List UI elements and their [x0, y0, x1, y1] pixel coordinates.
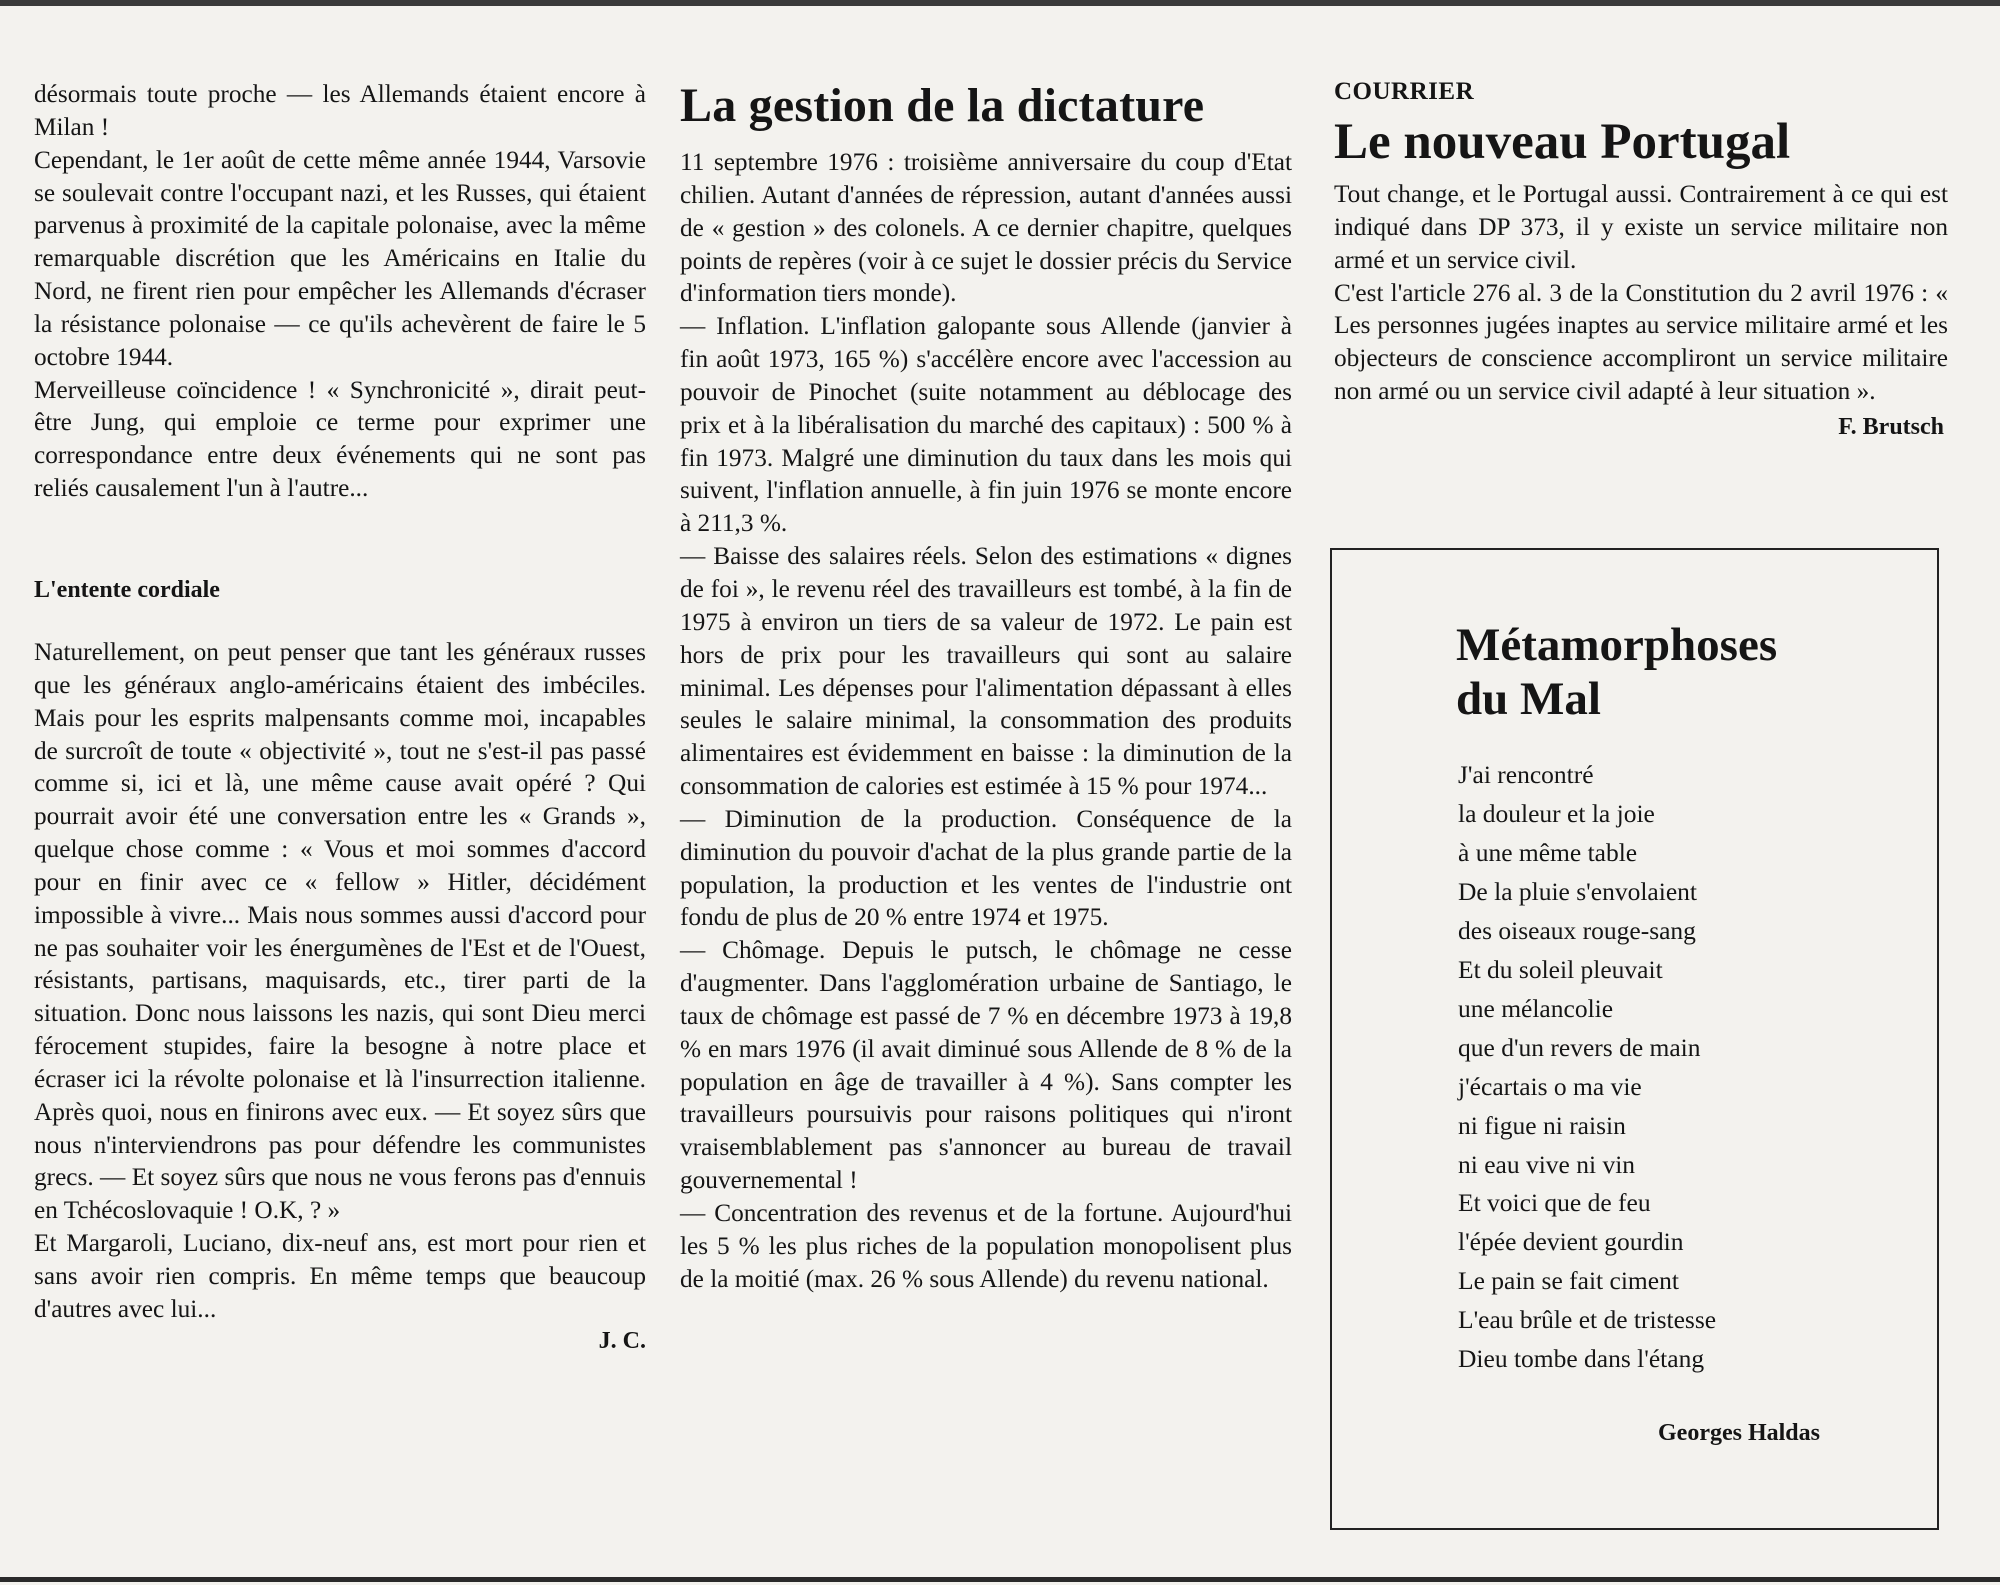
article-headline: Le nouveau Portugal	[1334, 114, 1791, 170]
poem-lines	[1458, 756, 1716, 1379]
poem-line: Le pain se fait ciment	[1458, 1266, 1679, 1296]
poem-title-line: Métamorphoses	[1456, 619, 1778, 671]
poem-line: j'écartais o ma vie	[1458, 1071, 1642, 1101]
paragraph: — Diminution de la production. Conséquence de la diminution du pouvoir d'achat de la plus grande partie de la population, la production et les ventes de l'industrie ont fondu de plus de 20 % entre 1974 et 1975.	[680, 804, 1292, 932]
poem-line: De la pluie s'envolaient	[1458, 876, 1697, 906]
poem-line: ni figue ni raisin	[1458, 1110, 1626, 1140]
poem-author: Georges Haldas	[1658, 1420, 1820, 1446]
poem-line: que d'un revers de main	[1458, 1032, 1701, 1062]
poem-box	[1330, 548, 1939, 1530]
poem-line: la douleur et la joie	[1458, 798, 1655, 828]
bottom-rule	[0, 1577, 2000, 1582]
paragraph: — Baisse des salaires réels. Selon des estimations « dignes de foi », le revenu réel des travailleurs est tombé, à la fin de 1975 à environ un tiers de sa valeur de 1972. Le pain est hors de prix pour les travailleurs qui sont au salaire minimal. Les dépenses pour l'alimentation dépassant à elles seules le salaire minimal, la consommation des produits alimentaires est évidemment en baisse : la diminution de la consommation de calories est estimée à 15 % pour 1974...	[680, 542, 1292, 801]
paragraph: Tout change, et le Portugal aussi. Contrairement à ce qui est indiqué dans DP 373, il y existe un service militaire non armé et un service civil.	[1334, 180, 1948, 274]
paragraph: — Inflation. L'inflation galopante sous Allende (janvier à fin août 1973, 165 %) s'accélère encore avec l'accession au pouvoir de Pinochet (suite notamment au déblocage des prix et à la libéralisation du marché des capitaux) : 500 % à fin 1973. Malgré une diminution du taux dans les mois qui suivent, l'inflation annuelle, à fin juin 1976 se monte encore à 211,3 %.	[680, 312, 1292, 538]
column-left-article-continuation	[34, 78, 646, 1355]
poem-line: Et voici que de feu	[1458, 1188, 1651, 1218]
paragraph: Cependant, le 1er août de cette même année 1944, Varsovie se soulevait contre l'occupant nazi, et les Russes, qui étaient parvenus à proximité de la capitale polonaise, avec la même remarquable discrétion que les Américains en Italie du Nord, ne firent rien pour empêcher les Allemands d'écraser la résistance polonaise — ce qu'ils achevèrent de faire le 5 octobre 1944.	[34, 145, 646, 371]
poem-line: J'ai rencontré	[1458, 760, 1594, 789]
paragraph: Merveilleuse coïncidence ! « Synchronicité », dirait peut-être Jung, qui emploie ce terme pour exprimer une correspondance entre deux événements qui ne sont pas reliés causalement l'un à l'autre...	[34, 375, 646, 503]
poem-line: L'eau brûle et de tristesse	[1458, 1305, 1717, 1335]
paragraph: 11 septembre 1976 : troisième anniversaire du coup d'Etat chilien. Autant d'années de répression, autant d'années aussi de « gestion » des colonels. A ce dernier chapitre, quelques points de repères (voir à ce sujet le dossier précis du Service d'information tiers monde).	[680, 148, 1292, 308]
paragraph: désormais toute proche — les Allemands étaient encore à Milan !	[34, 80, 646, 141]
paragraph: C'est l'article 276 al. 3 de la Constitution du 2 avril 1976 : « Les personnes jugées inaptes au service militaire armé et les objecteurs de conscience accompliront un service militaire non armé ou un service civil adapté à leur situation ».	[1334, 278, 1948, 406]
poem-line: des oiseaux rouge-sang	[1458, 915, 1696, 945]
paragraph: — Chômage. Depuis le putsch, le chômage ne cesse d'augmenter. Dans l'agglomération urbaine de Santiago, le taux de chômage est passé de 7 % en décembre 1973 à 19,8 % en mars 1976 (il avait diminué sous Allende de 8 % de la population en âge de travailler à 4 %). Sans compter les travailleurs poursuivis pour raisons politiques qui n'iront vraisemblablement pas s'annoncer au bureau de travail gouvernemental !	[680, 936, 1292, 1195]
poem-line: ni eau vive ni vin	[1458, 1149, 1636, 1179]
column-middle-article	[680, 78, 1292, 1296]
top-rule	[0, 0, 2000, 6]
section-subheading: L'entente cordiale	[34, 576, 220, 603]
poem-title	[1456, 618, 1916, 726]
article-headline: La gestion de la dictature	[680, 79, 1205, 132]
poem-line: à une même table	[1458, 837, 1638, 867]
paragraph: — Concentration des revenus et de la fortune. Aujourd'hui les 5 % les plus riches de la population monopolisent plus de la moitié (max. 26 % sous Allende) du revenu national.	[680, 1199, 1292, 1293]
paragraph: Et Margaroli, Luciano, dix-neuf ans, est mort pour rien et sans avoir rien compris. En même temps que beaucoup d'autres avec lui...	[34, 1229, 646, 1323]
poem-line: Dieu tombe dans l'étang	[1458, 1344, 1705, 1374]
author-signature: F. Brutsch	[1838, 413, 1944, 440]
poem-title-line: du Mal	[1456, 673, 1601, 725]
column-right-letters	[1334, 78, 1948, 441]
section-kicker: COURRIER	[1334, 78, 1475, 105]
poem-line: l'épée devient gourdin	[1458, 1227, 1684, 1257]
paragraph: Naturellement, on peut penser que tant les généraux russes que les généraux anglo-américains étaient des imbéciles. Mais pour les esprits malpensants comme moi, incapables de surcroît de toute « objectivité », tout ne s'est-il pas passé comme si, ici et là, une même cause avait opéré ? Qui pourrait avoir été une conversation entre les « Grands », quelque chose comme : « Vous et moi sommes d'accord pour en finir avec ce « fellow » Hitler, décidément impossible à vivre... Mais nous sommes aussi d'accord pour ne pas souhaiter voir les énergumènes de l'Est et de l'Ouest, résistants, partisans, maquisards, etc., tirer parti de la situation. Donc nous laissons les nazis, qui sont Dieu merci férocement stupides, faire la besogne à notre place et écraser ici la révolte polonaise et là l'insurrection italienne. Après quoi, nous en finirons avec eux. — Et soyez sûrs que nous n'interviendrons pas pour défendre les communistes grecs. — Et soyez sûrs que nous ne vous ferons pas d'ennuis en Tchécoslovaquie ! O.K, ? »	[34, 637, 646, 1225]
poem-line: une mélancolie	[1458, 993, 1614, 1023]
author-signature: J. C.	[598, 1327, 646, 1354]
poem-line: Et du soleil pleuvait	[1458, 954, 1663, 984]
